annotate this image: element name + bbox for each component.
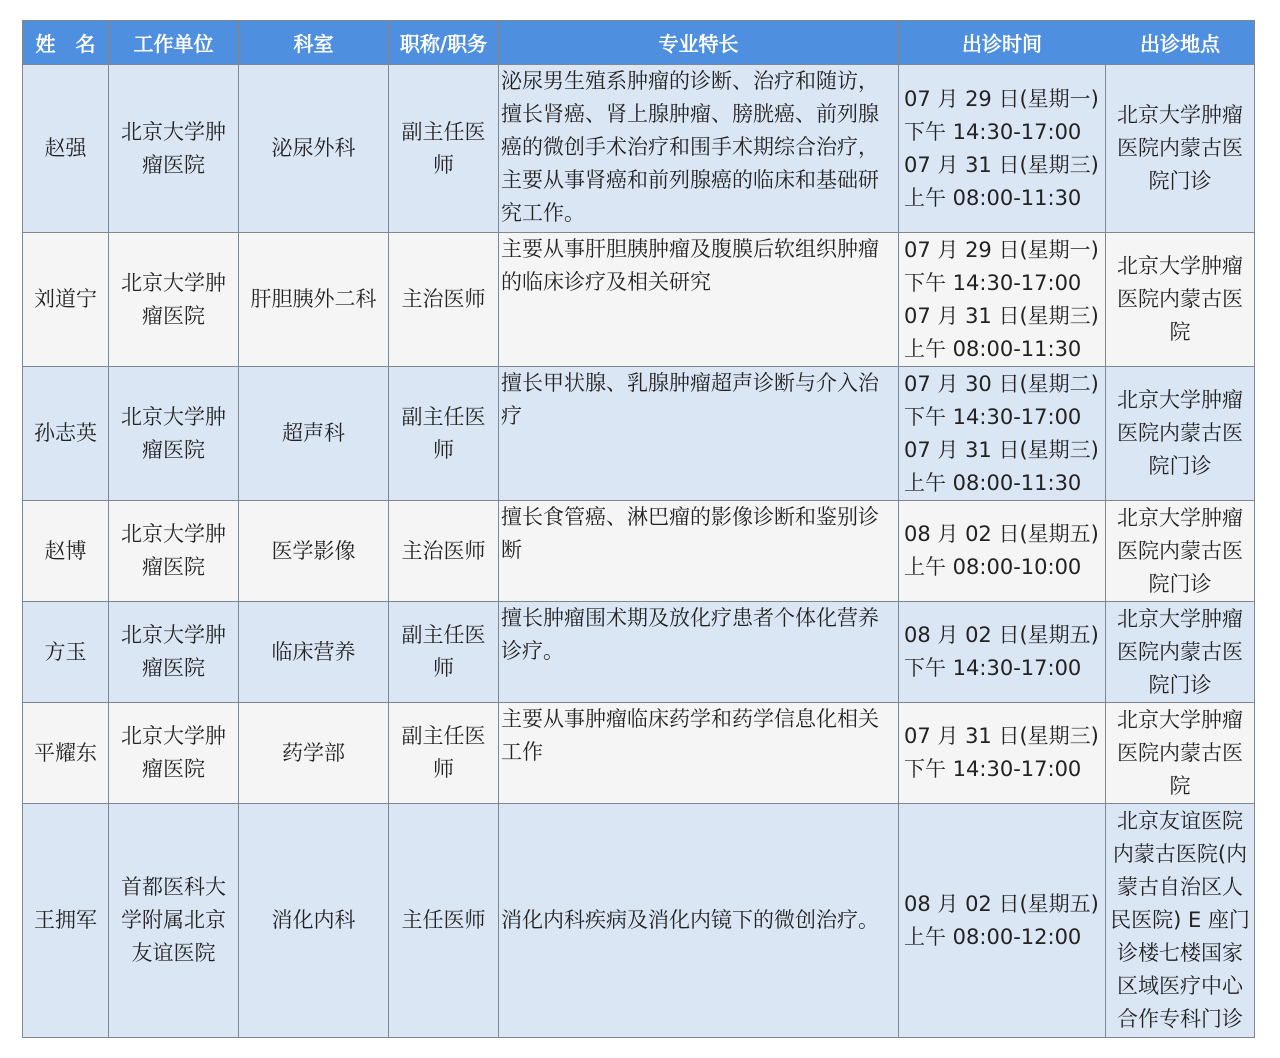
cell-location: 北京大学肿瘤医院内蒙古医院 (1106, 233, 1255, 367)
cell-unit: 北京大学肿瘤医院 (109, 602, 239, 703)
cell-unit: 北京大学肿瘤医院 (109, 65, 239, 233)
cell-department: 医学影像 (239, 501, 389, 602)
cell-time: 08 月 02 日(星期五) 下午 14:30-17:00 (899, 602, 1106, 703)
cell-name: 赵博 (23, 501, 109, 602)
cell-name: 赵强 (23, 65, 109, 233)
cell-title: 主治医师 (389, 501, 499, 602)
table-row (23, 65, 1255, 233)
cell-specialty: 擅长甲状腺、乳腺肿瘤超声诊断与介入治疗 (499, 367, 899, 501)
cell-time: 07 月 31 日(星期三) 下午 14:30-17:00 (899, 703, 1106, 804)
cell-specialty: 擅长食管癌、淋巴瘤的影像诊断和鉴别诊断 (499, 501, 899, 602)
table-row (23, 367, 1255, 501)
cell-title: 主治医师 (389, 233, 499, 367)
cell-location: 北京大学肿瘤医院内蒙古医院门诊 (1106, 602, 1255, 703)
cell-specialty: 泌尿男生殖系肿瘤的诊断、治疗和随访，擅长肾癌、肾上腺肿瘤、膀胱癌、前列腺癌的微创手术治疗和围手术期综合治疗，主要从事肾癌和前列腺癌的临床和基础研究工作。 (499, 65, 899, 233)
cell-specialty: 消化内科疾病及消化内镜下的微创治疗。 (499, 804, 899, 1038)
header-name: 姓 名 (23, 21, 109, 65)
header-specialty: 专业特长 (499, 21, 899, 65)
cell-location: 北京大学肿瘤医院内蒙古医院 (1106, 703, 1255, 804)
cell-name: 孙志英 (23, 367, 109, 501)
cell-time: 07 月 29 日(星期一) 下午 14:30-17:00 07 月 31 日(星期三) 上午 08:00-11:30 (899, 65, 1106, 233)
header-time: 出诊时间 (899, 21, 1106, 65)
cell-time: 08 月 02 日(星期五) 上午 08:00-12:00 (899, 804, 1106, 1038)
cell-title: 副主任医师 (389, 602, 499, 703)
cell-time: 07 月 30 日(星期二) 下午 14:30-17:00 07 月 31 日(星期三) 上午 08:00-11:30 (899, 367, 1106, 501)
cell-unit: 北京大学肿瘤医院 (109, 233, 239, 367)
cell-unit: 首都医科大学附属北京友谊医院 (109, 804, 239, 1038)
header-department: 科室 (239, 21, 389, 65)
table-header-row (23, 21, 1255, 65)
cell-name: 平耀东 (23, 703, 109, 804)
cell-specialty: 主要从事肝胆胰肿瘤及腹膜后软组织肿瘤的临床诊疗及相关研究 (499, 233, 899, 367)
cell-unit: 北京大学肿瘤医院 (109, 501, 239, 602)
cell-title: 副主任医师 (389, 65, 499, 233)
cell-name: 方玉 (23, 602, 109, 703)
header-title: 职称/职务 (389, 21, 499, 65)
cell-department: 临床营养 (239, 602, 389, 703)
table-row (23, 602, 1255, 703)
table-row (23, 233, 1255, 367)
doctor-schedule-table (22, 20, 1255, 1038)
cell-specialty: 主要从事肿瘤临床药学和药学信息化相关工作 (499, 703, 899, 804)
cell-title: 副主任医师 (389, 703, 499, 804)
cell-title: 副主任医师 (389, 367, 499, 501)
table-row (23, 501, 1255, 602)
cell-department: 药学部 (239, 703, 389, 804)
cell-location: 北京大学肿瘤医院内蒙古医院门诊 (1106, 65, 1255, 233)
cell-location: 北京友谊医院内蒙古医院(内蒙古自治区人民医院) E 座门诊楼七楼国家区域医疗中心合作专科门诊 (1106, 804, 1255, 1038)
table-row (23, 703, 1255, 804)
cell-department: 消化内科 (239, 804, 389, 1038)
cell-location: 北京大学肿瘤医院内蒙古医院门诊 (1106, 367, 1255, 501)
cell-department: 超声科 (239, 367, 389, 501)
cell-name: 刘道宁 (23, 233, 109, 367)
cell-unit: 北京大学肿瘤医院 (109, 367, 239, 501)
cell-title: 主任医师 (389, 804, 499, 1038)
header-unit: 工作单位 (109, 21, 239, 65)
cell-specialty: 擅长肿瘤围术期及放化疗患者个体化营养诊疗。 (499, 602, 899, 703)
cell-department: 泌尿外科 (239, 65, 389, 233)
cell-location: 北京大学肿瘤医院内蒙古医院门诊 (1106, 501, 1255, 602)
table-row (23, 804, 1255, 1038)
cell-department: 肝胆胰外二科 (239, 233, 389, 367)
header-location: 出诊地点 (1106, 21, 1255, 65)
cell-name: 王拥军 (23, 804, 109, 1038)
cell-time: 08 月 02 日(星期五) 上午 08:00-10:00 (899, 501, 1106, 602)
cell-unit: 北京大学肿瘤医院 (109, 703, 239, 804)
cell-time: 07 月 29 日(星期一) 下午 14:30-17:00 07 月 31 日(星期三) 上午 08:00-11:30 (899, 233, 1106, 367)
